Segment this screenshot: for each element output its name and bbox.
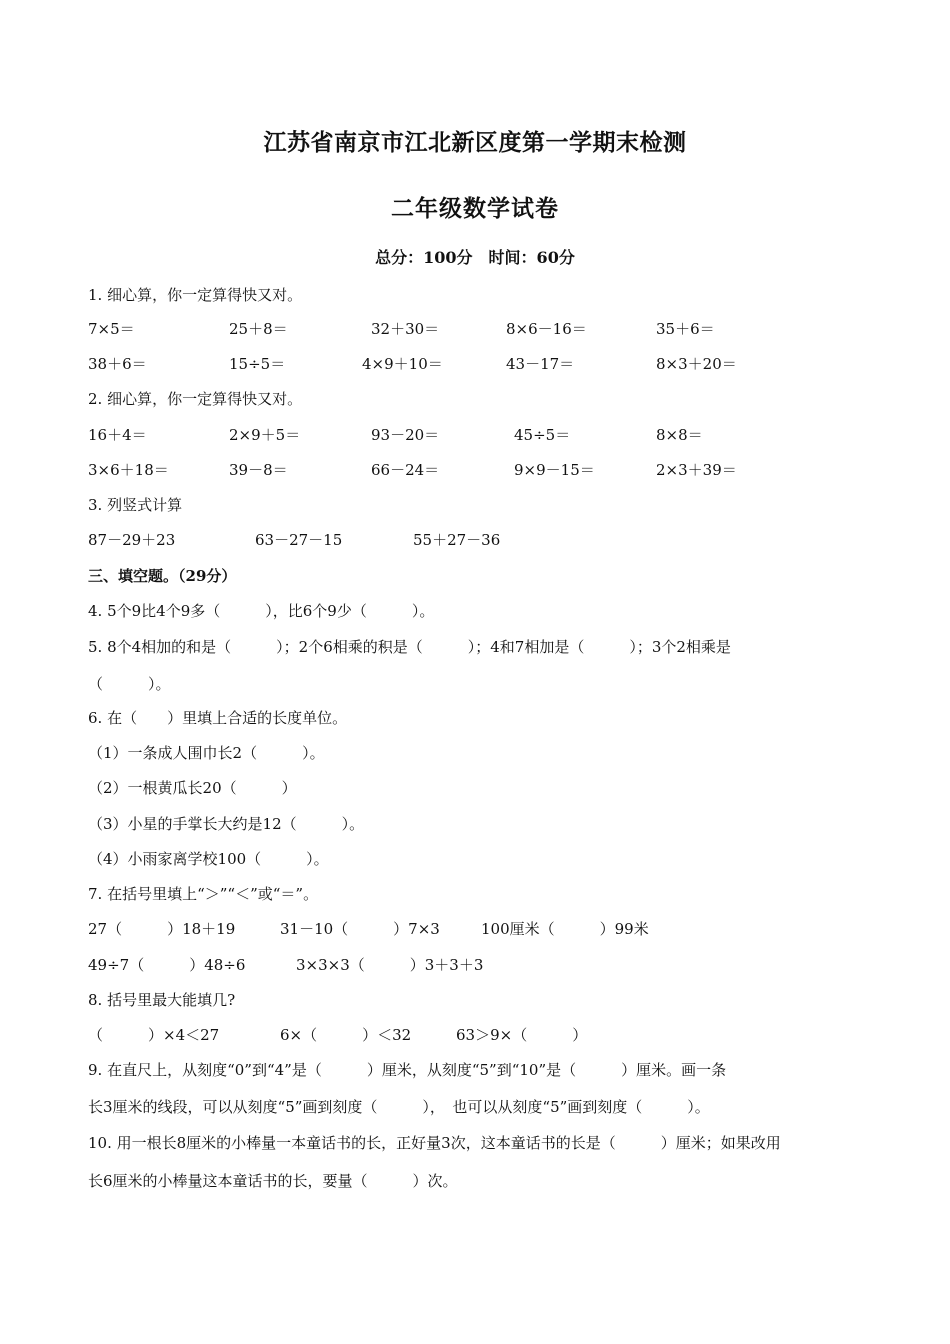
q1-item: 25＋8＝: [229, 320, 288, 338]
q1-item: 32＋30＝: [371, 320, 440, 338]
q3-heading: 3. 列竖式计算: [88, 496, 183, 514]
exam-title: 江苏省南京市江北新区度第一学期末检测: [263, 129, 687, 156]
q8-item: 63＞9×（ ）: [456, 1026, 588, 1044]
exam-meta: 总分：100分 时间：60分: [375, 248, 575, 267]
q7-item: 3×3×3（ ）3＋3＋3: [296, 956, 484, 974]
exam-subtitle: 二年级数学试卷: [391, 195, 559, 222]
q1-item: 35＋6＝: [656, 320, 715, 338]
q1-item: 7×5＝: [88, 320, 135, 338]
q10-line2: 长6厘米的小棒量这本童话书的长，要量（ ）次。: [88, 1172, 458, 1190]
q2-item: 16＋4＝: [88, 426, 147, 444]
q1-item: 38＋6＝: [88, 355, 147, 373]
q1-item: 15÷5＝: [229, 355, 286, 373]
section-heading: 三、填空题。（29分）: [88, 567, 237, 585]
q8-heading: 8. 括号里最大能填几?: [88, 991, 236, 1009]
q5-line2: （ ）。: [88, 675, 171, 693]
q1-item: 8×6－16＝: [506, 320, 587, 338]
q7-heading: 7. 在括号里填上“＞”“＜”或“＝”。: [88, 885, 319, 903]
q2-item: 93－20＝: [371, 426, 440, 444]
q6-heading: 6. 在（ ）里填上合适的长度单位。: [88, 709, 348, 727]
q3-item: 63－27－15: [255, 531, 343, 549]
q7-item: 27（ ）18＋19: [88, 920, 236, 938]
q7-item: 31－10（ ）7×3: [280, 920, 440, 938]
q7-item: 100厘米（ ）99米: [481, 920, 649, 938]
q2-item: 8×8＝: [656, 426, 703, 444]
q6-item: （4）小雨家离学校100（ ）。: [88, 850, 329, 868]
q7-item: 49÷7（ ）48÷6: [88, 956, 246, 974]
q2-item: 2×3＋39＝: [656, 461, 737, 479]
q8-item: （ ）×4＜27: [88, 1026, 220, 1044]
q6-item: （1）一条成人围巾长2（ ）。: [88, 744, 325, 762]
q2-item: 9×9－15＝: [514, 461, 595, 479]
q4-text: 4. 5个9比4个9多（ ），比6个9少（ ）。: [88, 602, 435, 620]
q2-item: 45÷5＝: [514, 426, 571, 444]
q10-line1: 10. 用一根长8厘米的小棒量一本童话书的长，正好量3次，这本童话书的长是（ ）厘米；如果改用: [88, 1134, 781, 1152]
q1-item: 43－17＝: [506, 355, 575, 373]
q6-item: （3）小星的手掌长大约是12（ ）。: [88, 815, 365, 833]
q5-line1: 5. 8个4相加的和是（ ）；2个6相乘的积是（ ）；4和7相加是（ ）；3个2相乘是: [88, 638, 731, 656]
q2-item: 66－24＝: [371, 461, 440, 479]
q3-item: 55＋27－36: [413, 531, 501, 549]
q2-heading: 2. 细心算，你一定算得快又对。: [88, 390, 303, 408]
q2-item: 39－8＝: [229, 461, 288, 479]
q1-item: 8×3＋20＝: [656, 355, 737, 373]
q6-item: （2）一根黄瓜长20（ ）: [88, 779, 297, 797]
q1-heading: 1. 细心算，你一定算得快又对。: [88, 286, 303, 304]
q2-item: 3×6＋18＝: [88, 461, 169, 479]
q3-item: 87－29＋23: [88, 531, 176, 549]
q8-item: 6×（ ）＜32: [280, 1026, 412, 1044]
q2-item: 2×9＋5＝: [229, 426, 301, 444]
q9-line2: 长3厘米的线段，可以从刻度“5”画到刻度（ ）， 也可以从刻度“5”画到刻度（ ）。: [88, 1098, 710, 1116]
q9-line1: 9. 在直尺上，从刻度“0”到“4”是（ ）厘米，从刻度“5”到“10”是（ ）厘米。画一条: [88, 1061, 727, 1079]
q1-item: 4×9＋10＝: [362, 355, 443, 373]
